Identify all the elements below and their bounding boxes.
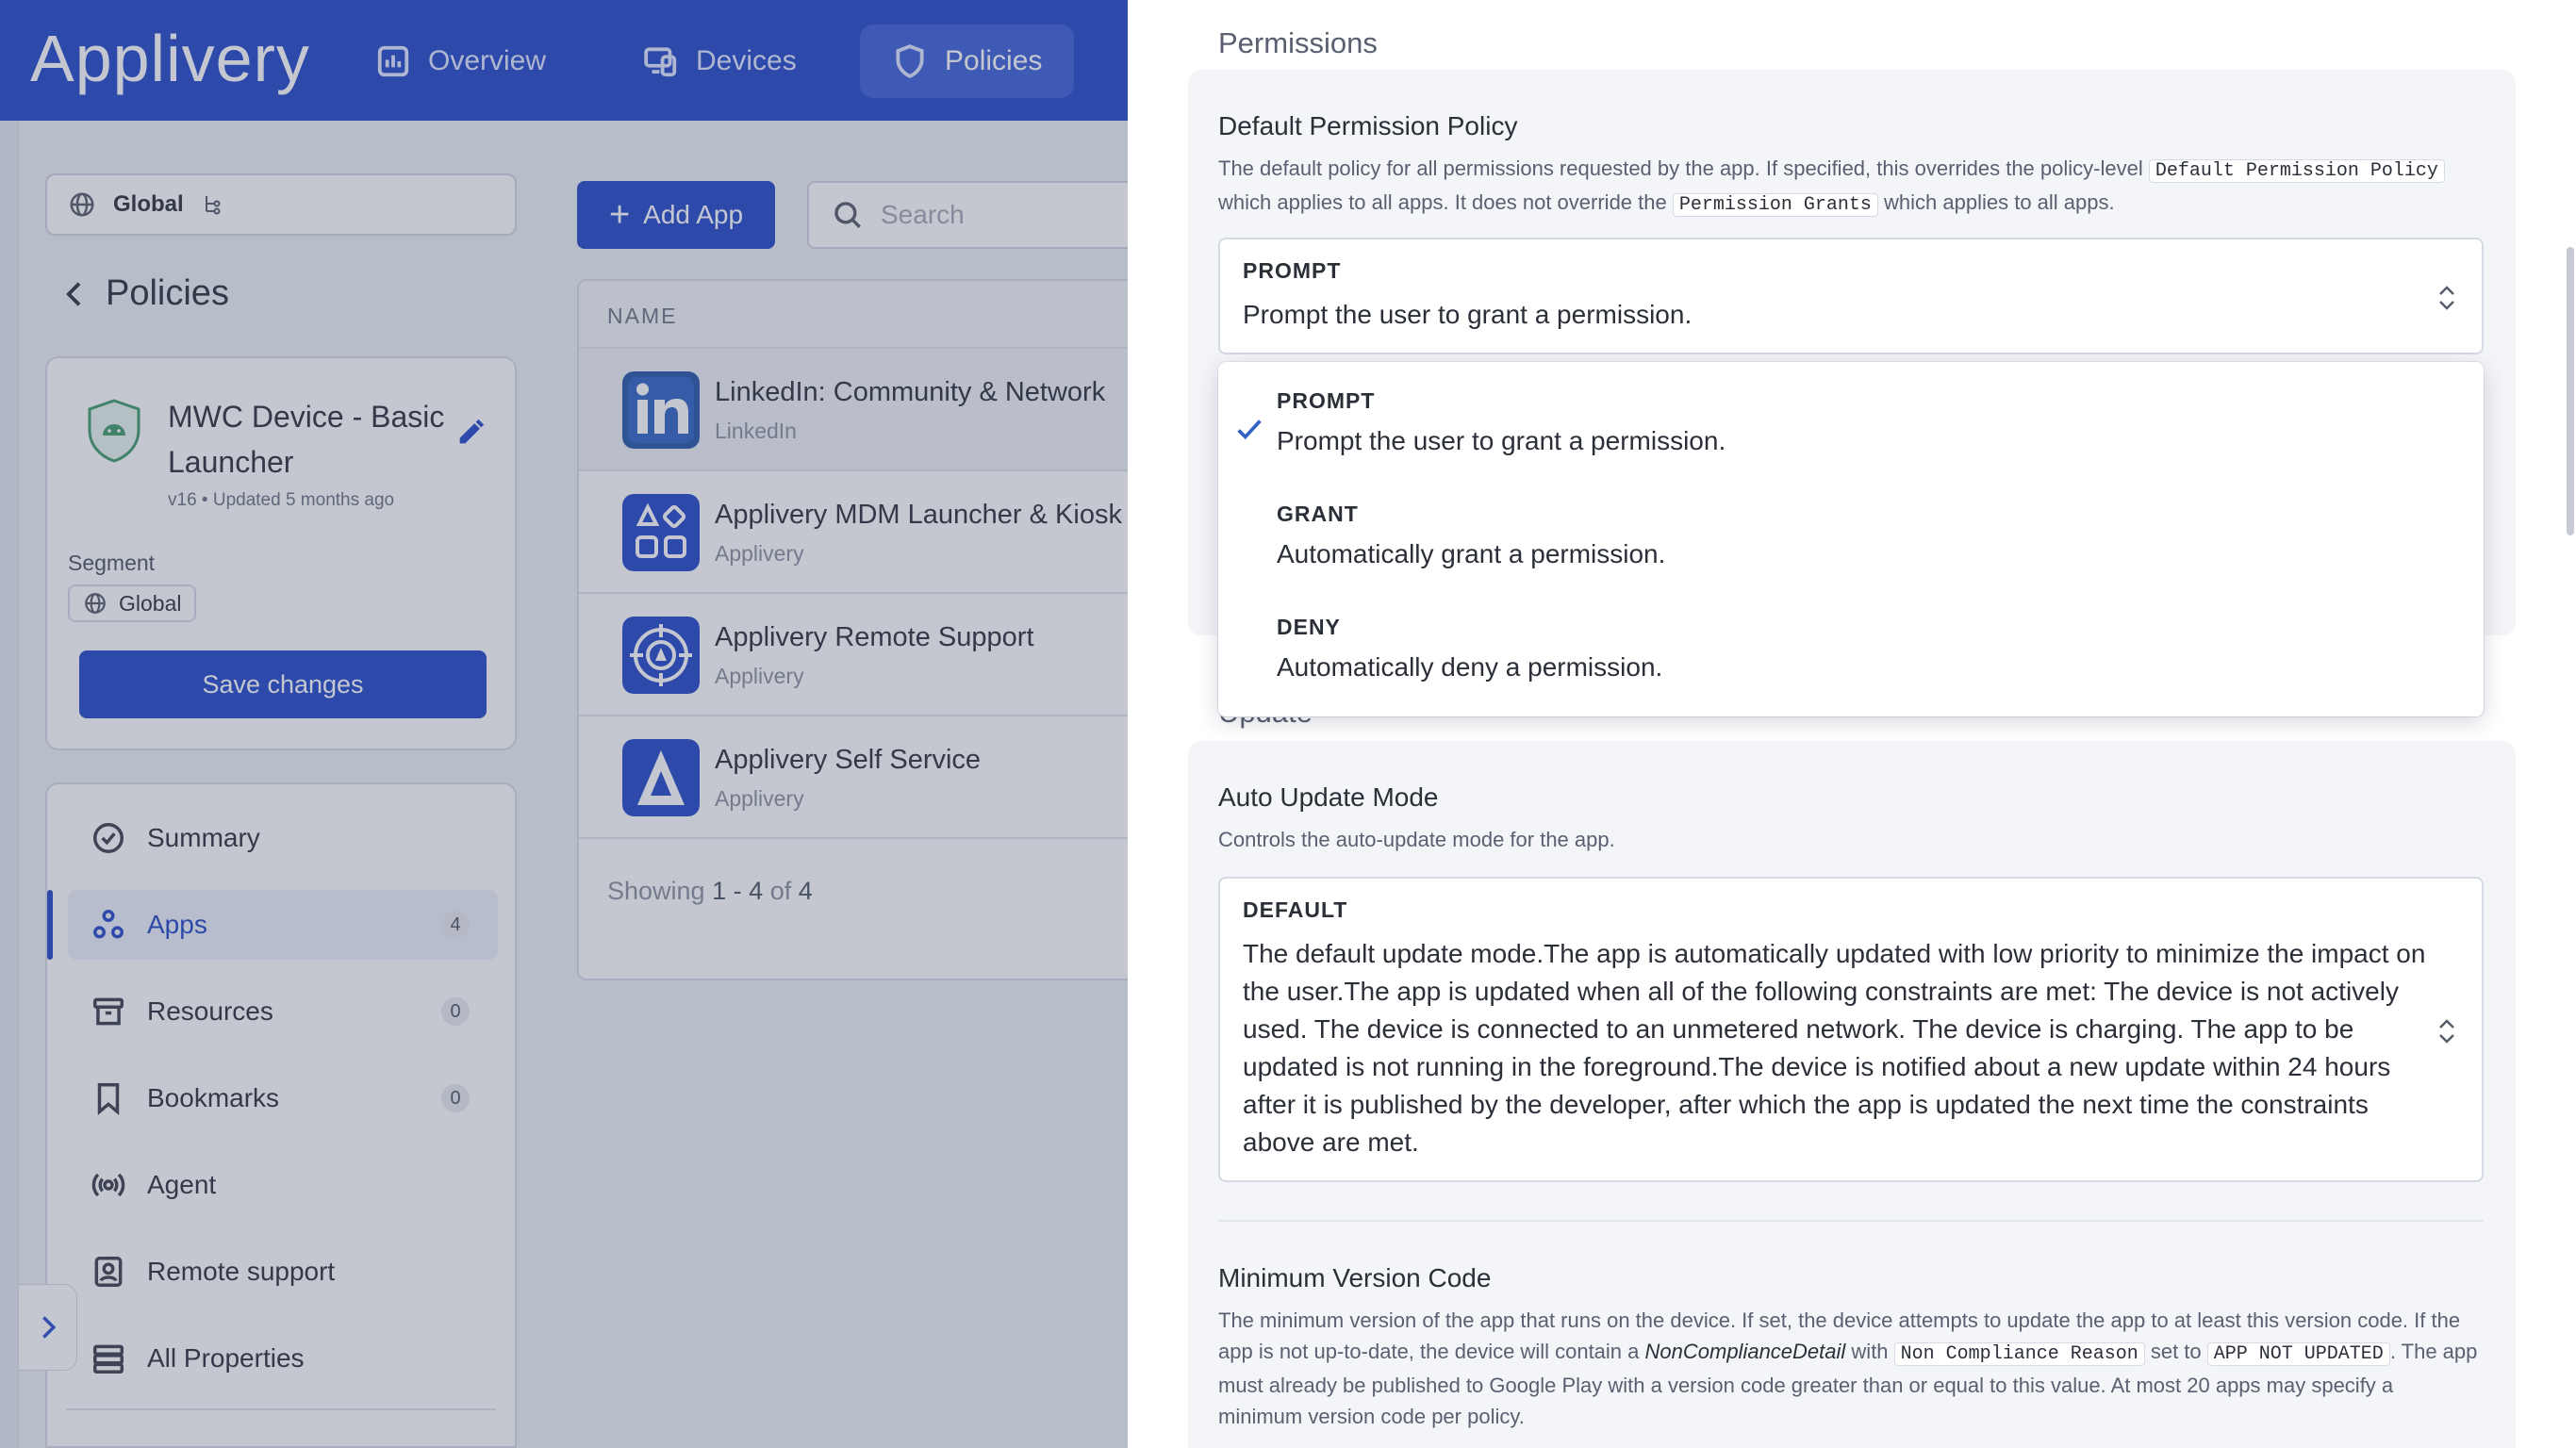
permissions-heading: Permissions [1218,26,1378,59]
showing-to: 4 [749,877,764,905]
desc-code: Permission Grants [1673,193,1878,217]
select-key: PROMPT [1243,258,1342,283]
showing-from: 1 [712,877,727,905]
bookmarks-count-badge: 0 [441,1084,470,1112]
policy-title: MWC Device - Basic Launcher [168,400,445,479]
drawer-scrollbar[interactable] [2567,247,2574,535]
resources-count-badge: 0 [441,997,470,1026]
column-header-name[interactable]: NAME [607,304,678,328]
app-name: LinkedIn: Community & Network [715,377,1106,407]
desc-text: which applies to all apps. It does not override the [1218,190,1667,214]
option-desc: Automatically grant a permission. [1277,539,1666,568]
search-placeholder: Search [881,200,965,229]
desc-text: which applies to all apps. [1884,190,2115,214]
desc-italic: NonComplianceDetail [1644,1340,1846,1363]
default-permission-select[interactable] [1218,238,2484,354]
nav-policies-label: Policies [945,45,1043,76]
select-value: The default update mode.The app is automatically updated with low priority to minimize the impact on the user.The app is updated when all of the following constraints are met: The device is not actively used. The device is connected to an unmetered network. The device is charging. The app to be updated is not running in the foreground.The device is notified about a new update within 24 hours after it is published by the developer, after which the app is updated the next time the constraints above are met. [1243,939,2426,1157]
default-permission-description [1218,153,2482,221]
menu-item-label: Agent [147,1170,217,1199]
app-vendor: Applivery [715,786,804,811]
min-version-title: Minimum Version Code [1218,1263,1492,1292]
menu-item-label: Summary [147,823,260,852]
app-vendor: Applivery [715,664,804,688]
showing-prefix: Showing [607,877,705,905]
desc-text: set to [2150,1340,2202,1363]
permission-options-dropdown [1218,362,2484,716]
modal-backdrop[interactable] [0,0,1128,1448]
app-name: Applivery Remote Support [715,622,1034,652]
segment-selector-label: Global [113,191,184,217]
nav-overview-label: Overview [428,45,547,76]
chevron-up-down-icon [2435,1014,2459,1048]
segment-label: Segment [68,551,156,575]
desc-code: Default Permission Policy [2149,159,2445,183]
menu-item-label: Bookmarks [147,1083,280,1112]
menu-item-label: Resources [147,996,273,1026]
default-permission-title: Default Permission Policy [1218,111,1518,140]
desc-text: The default policy for all permissions requested by the app. If specified, this overrides the policy-level [1218,156,2143,180]
option-deny[interactable] [1218,588,2484,701]
showing-sep: - [733,877,742,905]
showing-of: of [769,877,792,905]
segment-chip-label: Global [119,590,182,616]
checkmark-icon [1233,413,1265,445]
desc-text: . The app must already be published to Google Play with a version code greater than or equal to this value. At most 20 apps may specify a minimum version code per policy. [1218,1340,2478,1428]
add-app-label: Add App [643,200,744,229]
option-key: GRANT [1277,502,1359,526]
nav-devices-label: Devices [696,45,797,76]
desc-code: Non Compliance Reason [1894,1342,2145,1366]
section-divider [1218,1220,2484,1222]
app-name: Applivery Self Service [715,745,982,775]
option-desc: Automatically deny a permission. [1277,652,1663,682]
option-grant[interactable] [1218,475,2484,588]
option-key: PROMPT [1277,388,1376,413]
menu-item-label: Remote support [147,1257,336,1286]
save-changes-button[interactable]: Save changes [79,650,487,718]
menu-item-label: Apps [147,910,207,939]
menu-item-label: All Properties [147,1343,305,1373]
desc-code: APP NOT UPDATED [2207,1342,2390,1366]
select-key: DEFAULT [1243,897,1348,922]
auto-update-select[interactable] [1218,877,2484,1182]
option-desc: Prompt the user to grant a permission. [1277,426,1726,455]
chevron-up-down-icon [2435,281,2459,315]
desc-text: with [1851,1340,1889,1363]
policy-meta: v16 • Updated 5 months ago [168,490,395,510]
auto-update-title: Auto Update Mode [1218,782,1439,812]
app-name: Applivery MDM Launcher & Kiosk [715,500,1122,530]
min-version-description [1218,1305,2482,1432]
select-value: Prompt the user to grant a permission. [1243,300,1693,329]
desc-text: The minimum version of the app that runs on the device. If set, the device attempts to update the app to at least this version code. If the app is not up-to-date, the device will contain a [1218,1308,2461,1363]
auto-update-description: Controls the auto-update mode for the app. [1218,828,1615,851]
app-vendor: Applivery [715,541,804,566]
showing-total: 4 [798,877,813,905]
option-key: DENY [1277,615,1341,639]
option-prompt[interactable] [1218,362,2484,475]
applivery-logo[interactable]: Applivery [30,22,310,95]
apps-count-badge: 4 [441,911,470,939]
plus-icon: + [608,195,631,235]
back-label: Policies [106,273,229,313]
app-vendor: LinkedIn [715,419,797,443]
